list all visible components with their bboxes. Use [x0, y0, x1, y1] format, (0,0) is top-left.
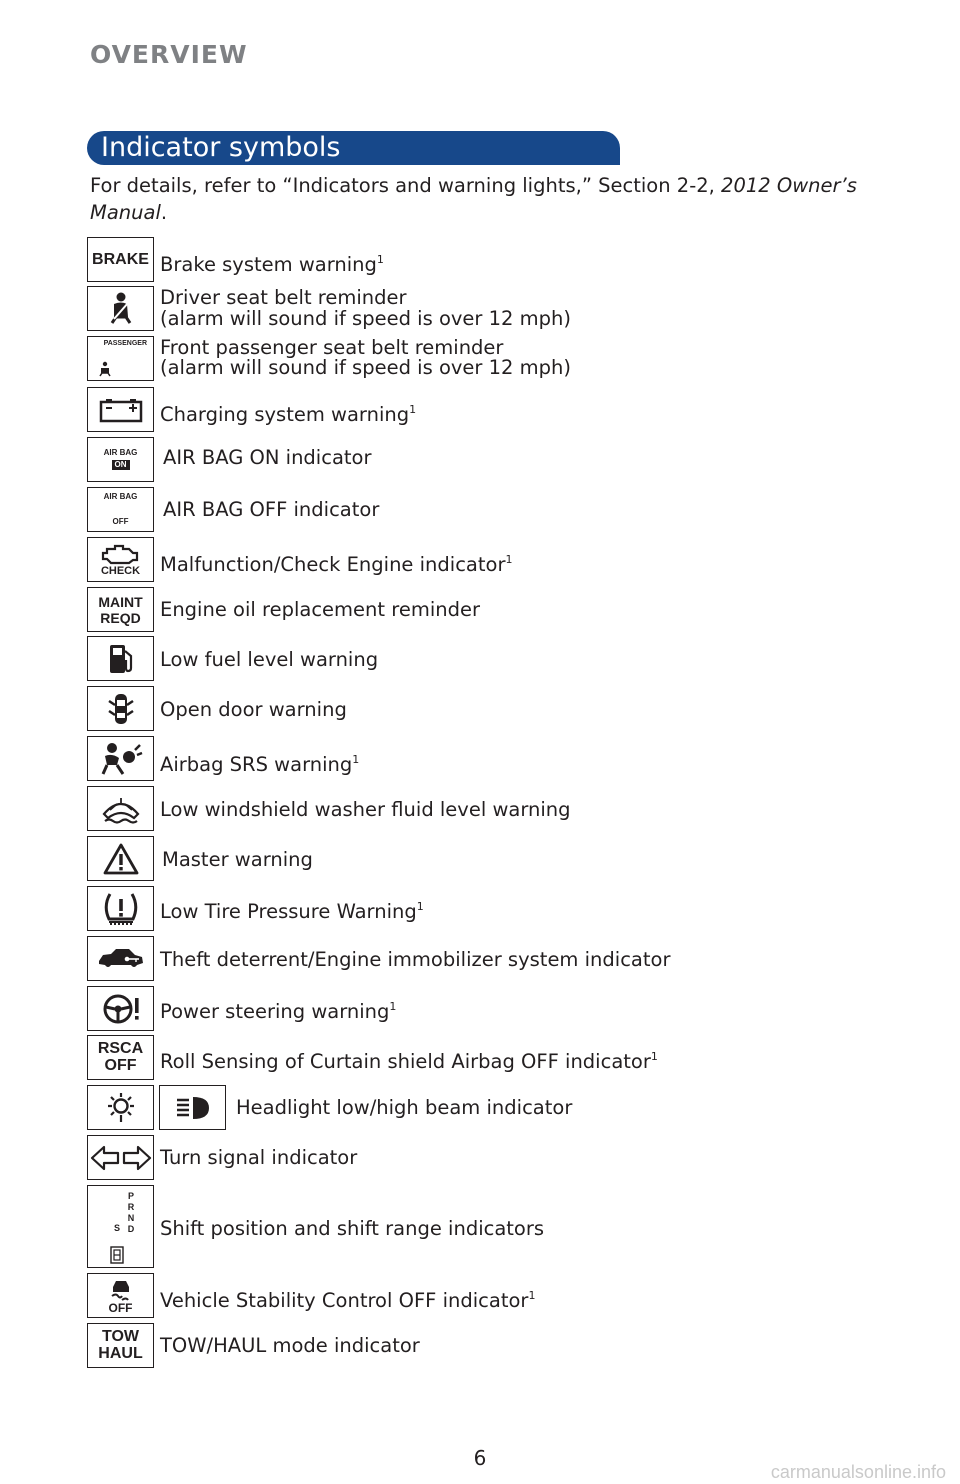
indicator-label-text: Airbag SRS warning: [160, 753, 353, 776]
indicator-label: Master warning: [162, 848, 313, 871]
indicator-label: Front passenger seat belt reminder: [160, 336, 504, 359]
page-title: Indicator symbols: [101, 132, 341, 163]
indicator-label: [160, 399, 416, 426]
indicator-label: TOW/HAUL mode indicator: [160, 1334, 420, 1357]
indicator-label-text: Roll Sensing of Curtain shield Airbag OFF indicator: [160, 1050, 651, 1073]
power-steering-icon: [87, 986, 154, 1031]
airbag-off-icon-text: AIR BAG: [103, 492, 138, 501]
indicator-label-text: Vehicle Stability Control OFF indicator: [160, 1289, 529, 1312]
indicator-label: AIR BAG ON indicator: [163, 446, 372, 469]
srs-airbag-icon: [87, 736, 154, 781]
indicator-label-text: Malfunction/Check Engine indicator: [160, 553, 506, 576]
headlight-low-icon: [87, 1085, 154, 1130]
title-banner: [87, 131, 620, 165]
indicator-label: Low windshield washer fluid level warning: [160, 798, 571, 821]
immobilizer-car-icon: [87, 936, 154, 981]
turn-signal-icon: [87, 1135, 154, 1180]
indicator-label: Turn signal indicator: [160, 1146, 358, 1169]
haul-icon-text: HAUL: [98, 1345, 143, 1362]
passenger-icon-text: PASSENGER: [103, 340, 147, 347]
indicator-label: [160, 249, 384, 276]
vsc-off-icon-text: OFF: [108, 1300, 133, 1315]
shift-prnd-text: P R N D: [127, 1191, 135, 1234]
airbag-on-icon: [87, 437, 154, 482]
section-heading: OVERVIEW: [90, 40, 248, 69]
washer-fluid-icon: [87, 786, 154, 831]
manual-title: 2012 Owner’s Manual: [90, 174, 857, 224]
indicator-label: [160, 896, 424, 923]
footnote-marker: 1: [505, 553, 513, 566]
brake-text-icon: [87, 237, 154, 282]
footnote-marker: 1: [389, 1000, 397, 1013]
shift-s-text: S: [114, 1223, 121, 1233]
footnote-marker: 1: [352, 753, 360, 766]
indicator-label: Open door warning: [160, 698, 347, 721]
fuel-pump-icon: [87, 636, 154, 681]
indicator-label: AIR BAG OFF indicator: [163, 498, 380, 521]
footnote-marker: 1: [416, 900, 424, 913]
indicator-label-line2: (alarm will sound if speed is over 12 mph): [160, 356, 571, 379]
reqd-icon-text: REQD: [100, 609, 141, 626]
maint-reqd-icon: [87, 587, 154, 632]
indicator-label: [160, 1046, 658, 1073]
maint-icon-text: MAINT: [98, 593, 143, 610]
indicator-label: [160, 549, 512, 576]
shift-position-icon: [87, 1185, 154, 1268]
indicator-label: [160, 1285, 535, 1312]
footnote-marker: 1: [409, 403, 417, 416]
indicator-label-text: Low Tire Pressure Warning: [160, 900, 417, 923]
indicator-label: Engine oil replacement reminder: [160, 598, 480, 621]
headlight-high-icon: [159, 1085, 226, 1130]
airbag-on-icon-badge: ON: [112, 460, 130, 470]
check-engine-icon: [87, 537, 154, 582]
passenger-seatbelt-icon: [87, 336, 154, 381]
indicator-label: Driver seat belt reminder: [160, 286, 407, 309]
indicator-label-line2: (alarm will sound if speed is over 12 mph): [160, 307, 571, 330]
indicator-label-text: Brake system warning: [160, 253, 377, 276]
vsc-off-icon: [87, 1273, 154, 1318]
open-door-icon: [87, 686, 154, 731]
battery-icon: [87, 387, 154, 432]
rsca-off-icon-text: OFF: [104, 1057, 137, 1074]
footnote-marker: 1: [376, 253, 384, 266]
airbag-off-icon: [87, 487, 154, 532]
tow-icon-text: TOW: [101, 1328, 140, 1345]
indicator-label: [160, 996, 396, 1023]
intro-paragraph: [90, 172, 890, 226]
footnote-marker: 1: [650, 1050, 658, 1063]
airbag-off-icon-badge: OFF: [112, 517, 129, 526]
footnote-marker: 1: [528, 1289, 536, 1302]
tow-haul-icon: [87, 1323, 154, 1368]
indicator-label: [160, 749, 359, 776]
indicator-label-text: Charging system warning: [160, 403, 410, 426]
indicator-label-text: Power steering warning: [160, 1000, 390, 1023]
airbag-on-icon-text: AIR BAG: [103, 448, 138, 457]
tire-pressure-icon: [87, 886, 154, 931]
watermark: carmanualsonline.info: [770, 1462, 946, 1482]
intro-end: .: [160, 201, 168, 224]
rsca-off-icon: [87, 1035, 154, 1080]
seatbelt-icon: [87, 286, 154, 331]
intro-text: For details, refer to “Indicators and warning lights,” Section 2-2,: [90, 174, 722, 197]
brake-icon-text: BRAKE: [92, 250, 149, 268]
master-warning-icon: [87, 836, 154, 881]
check-icon-text: CHECK: [100, 564, 141, 577]
indicator-label: Theft deterrent/Engine immobilizer system indicator: [160, 948, 671, 971]
indicator-label: Low fuel level warning: [160, 648, 379, 671]
page-number: 6: [473, 1446, 487, 1470]
indicator-label: Headlight low/high beam indicator: [236, 1096, 573, 1119]
indicator-label: Shift position and shift range indicators: [160, 1217, 545, 1240]
rsca-icon-text: RSCA: [97, 1040, 144, 1057]
